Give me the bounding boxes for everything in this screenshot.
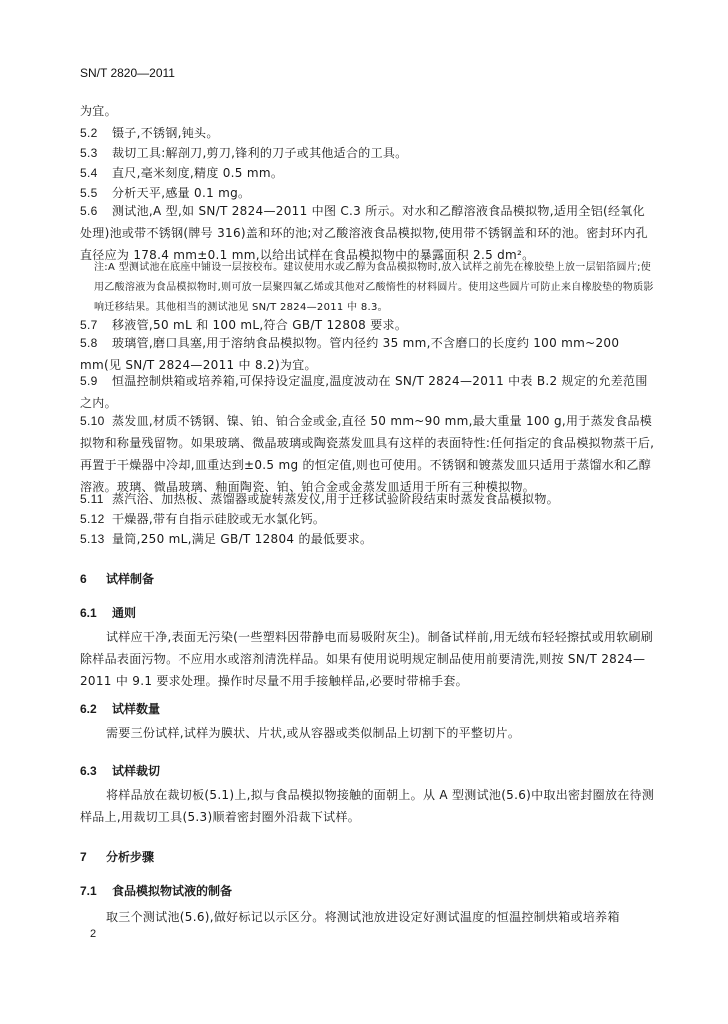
item-text: 直尺,毫米刻度,精度 0.5 mm。 [112,166,284,180]
item-5-11 [80,492,559,506]
item-5-3 [80,146,407,160]
item-text: 蒸发皿,材质不锈钢、镍、铂、铂合金或金,直径 50 mm~90 mm,最大重量 100 g,用于蒸发食品模拟物和称量残留物。如果玻璃、微晶玻璃或陶瓷蒸发皿具有这样的表面特性:任何指定的食品模拟物蒸干后,再置于干燥器中冷却,皿重达到±0.5 mg 的恒定值,则也可使用。不锈钢和镀蒸发皿只适用于蒸馏水和乙醇溶液。玻璃、微晶玻璃、釉面陶瓷、铂、铂合金或金蒸发皿适用于所有三种模拟物。 [80,414,655,494]
paragraph-6-3: 将样品放在裁切板(5.1)上,拟与食品模拟物接触的面朝上。从 A 型测试池(5.6)中取出密封圈放在待测样品上,用裁切工具(5.3)顺着密封圈外沿裁下试样。 [80,788,655,824]
section-number: 6.3 [80,764,97,778]
item-number: 5.4 [80,166,98,180]
paragraph-6-1: 试样应干净,表面无污染(一些塑料因带静电而易吸附灰尘)。制备试样前,用无绒布轻轻擦拭或用软刷刷除样品表面污物。不应用水或溶剂清洗样品。如果有使用说明规定制品使用前要清洗,则按 SN/T 2824—2011 中 9.1 要求处理。操作时尽量不用手接触样品,必要时带棉手套。 [80,630,654,688]
item-text: 干燥器,带有自指示硅胶或无水氯化钙。 [112,512,326,526]
section-number: 6 [80,572,87,586]
item-text: 分析天平,感量 0.1 mg。 [112,186,251,200]
item-text: 玻璃管,磨口具塞,用于溶纳食品模拟物。管内径约 35 mm,不含磨口的长度约 100 mm~200 mm(见 SN/T 2824—2011 中 8.2)为宜。 [80,336,620,372]
section-title: 试样数量 [112,702,161,716]
note-5-6: 注:A 型测试池在底座中铺设一层按校布。建议使用水或乙醇为食品模拟物时,放入试样之前先在橡胶垫上放一层铝箔圆片;使用乙酸溶液为食品模拟物时,则可放一层聚四氟乙烯或其他对乙酸惰性的材料圆片。使用这些圆片可防止来自橡胶垫的物质影响迁移结果。其他相当的测试池见 SN/T 2824—2011 中 8.3。 [94,262,654,313]
item-number: 5.6 [80,204,98,218]
section-title: 食品模拟物试液的制备 [112,884,233,898]
paragraph-6-2: 需要三份试样,试样为膜状、片状,或从容器或类似制品上切割下的平整切片。 [106,726,521,740]
paragraph-7-1: 取三个测试池(5.6),做好标记以示区分。将测试池放进设定好测试温度的恒温控制烘箱或培养箱 [106,910,620,924]
item-number: 5.13 [80,532,105,546]
continuation-text: 为宜。 [80,104,117,118]
item-5-12 [80,512,325,526]
section-number: 7.1 [80,884,97,898]
section-6-1-heading [80,604,136,621]
item-5-13 [80,532,372,546]
item-5-7 [80,318,407,332]
item-text: 恒温控制烘箱或培养箱,可保持设定温度,温度波动在 SN/T 2824—2011 中表 B.2 规定的允差范围之内。 [80,374,648,410]
section-title: 试样制备 [106,572,155,586]
item-number: 5.10 [80,414,105,428]
item-text: 蒸汽浴、加热板、蒸馏器或旋转蒸发仪,用于迁移试验阶段结束时蒸发食品模拟物。 [112,492,559,506]
document-header: SN/T 2820—2011 [80,66,175,80]
section-7-heading [80,848,154,865]
item-number: 5.3 [80,146,98,160]
section-number: 6.1 [80,606,97,620]
item-5-4 [80,166,283,180]
item-5-5 [80,186,250,200]
item-5-9 [80,370,655,414]
item-text: 测试池,A 型,如 SN/T 2824—2011 中图 C.3 所示。对水和乙醇溶液食品模拟物,适用全铝(经氧化处理)池或带不锈钢(牌号 316)盖和环的池;对乙酸溶液食品模拟物,使用带不锈钢盖和环的池。密封环内孔直径应为 178.4 mm±0.1 mm,以给出试样在食品模拟物中的暴露面积 2.5 dm²。 [80,204,648,262]
page-number: 2 [90,928,97,940]
section-number: 6.2 [80,702,97,716]
item-number: 5.11 [80,492,104,506]
item-5-10 [80,410,655,498]
item-5-6 [80,200,655,266]
item-number: 5.8 [80,336,98,350]
section-6-heading [80,570,154,587]
item-number: 5.2 [80,126,98,140]
item-text: 量筒,250 mL,满足 GB/T 12804 的最低要求。 [112,532,373,546]
item-number: 5.7 [80,318,98,332]
section-title: 试样裁切 [112,764,161,778]
item-text: 镊子,不锈钢,钝头。 [112,126,219,140]
item-5-2 [80,126,219,140]
section-6-3-heading [80,762,160,779]
item-text: 移液管,50 mL 和 100 mL,符合 GB/T 12808 要求。 [112,318,408,332]
section-title: 分析步骤 [106,850,155,864]
item-number: 5.12 [80,512,105,526]
section-number: 7 [80,850,87,864]
section-7-1-heading [80,882,232,899]
item-text: 裁切工具:解剖刀,剪刀,锋利的刀子或其他适合的工具。 [112,146,408,160]
section-title: 通则 [112,606,137,620]
item-number: 5.5 [80,186,98,200]
item-number: 5.9 [80,374,98,388]
section-6-2-heading [80,700,160,717]
